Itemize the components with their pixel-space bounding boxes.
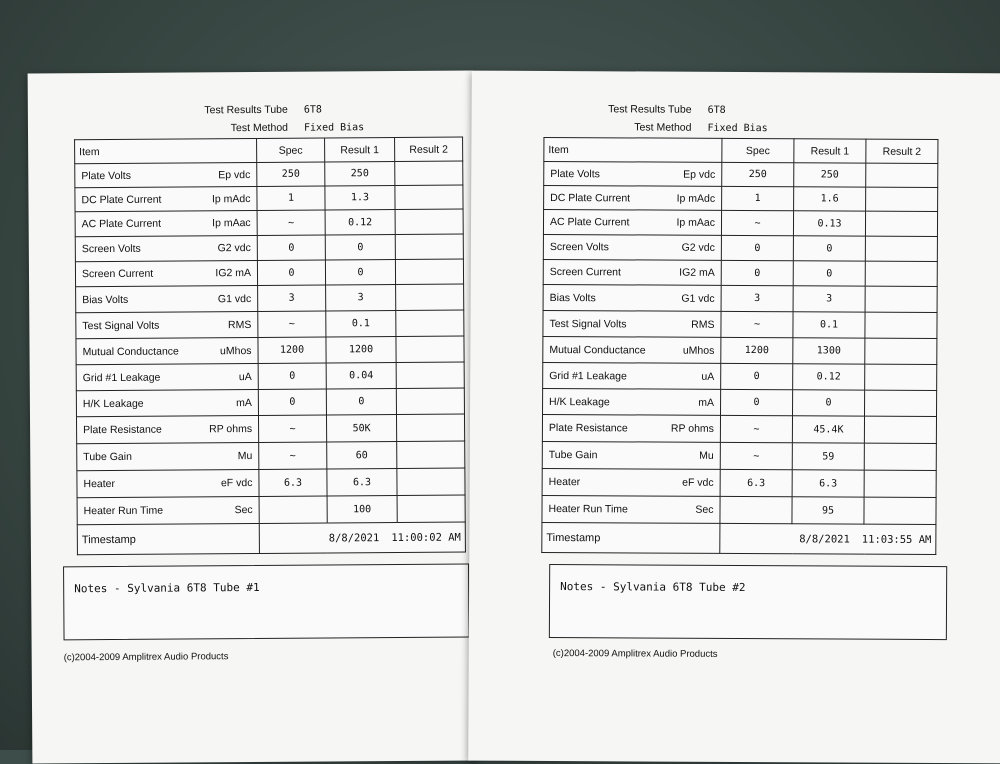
result-2-value [865,236,937,261]
result-1-value: 50K [326,414,396,441]
item-name: Heater [548,475,581,489]
item-unit: Mu [237,450,253,463]
item-cell [544,161,722,186]
item-cell [76,389,258,416]
result-2-value [396,336,464,362]
item-unit: eF vdc [220,477,253,490]
result-2-value [865,390,937,416]
item-cell [543,336,721,363]
result-1-value: 250 [794,163,866,187]
item-cell [77,496,259,524]
item-name: DC Plate Current [550,191,631,204]
header-tube-value: 6T8 [707,104,726,116]
item-unit: G2 vdc [681,241,715,254]
table-row [543,388,937,416]
spec-value: 0 [257,235,325,260]
result-1-value: 0 [325,234,395,259]
copyright-text: (c)2004-2009 Amplitrex Audio Products [552,648,718,660]
item-name: Test Signal Volts [82,319,160,332]
item-unit: RP ohms [209,423,253,436]
result-2-value [397,441,465,468]
header-method-row [571,121,767,134]
spec-value: 0 [721,235,793,260]
item-cell [543,209,721,235]
result-1-value: 60 [327,441,397,468]
result-1-value: 0 [793,236,865,261]
item-cell [543,234,721,260]
spec-value: 3 [258,285,326,311]
result-1-value: 1.6 [794,187,866,211]
spec-value: ~ [258,415,326,442]
table-row [76,336,464,365]
item-unit: RP ohms [670,422,714,435]
table-row [76,310,464,339]
result-2-value [395,209,463,234]
item-cell [76,415,258,443]
table-row [75,185,463,212]
result-1-value: 0 [325,259,395,284]
item-name: Heater Run Time [548,502,628,516]
spec-value: 1200 [258,337,326,363]
result-1-value: 0.13 [793,211,865,236]
item-name: Screen Volts [549,240,609,254]
item-cell [77,442,259,470]
result-2-value [866,163,938,187]
item-name: Grid #1 Leakage [549,369,627,382]
table-header-row [544,137,938,163]
result-2-value [395,161,463,185]
item-name: Tube Gain [83,450,132,464]
test-sheet-1 [28,70,478,763]
result-2-value [397,495,465,522]
item-unit: Ip mAdc [211,192,251,205]
test-sheet-2 [468,71,1000,764]
notes-box [63,563,470,640]
item-name: Mutual Conductance [82,345,179,358]
item-name: Test Signal Volts [549,317,627,330]
result-1-value: 59 [792,443,864,470]
table-row [542,441,936,470]
item-name: Screen Current [81,267,154,281]
item-cell [542,414,720,442]
item-cell [77,469,259,497]
header-tube-row [572,103,726,116]
table-row [76,362,464,391]
item-name: Bias Volts [82,293,129,306]
item-name: Heater Run Time [83,504,164,518]
table-row [543,310,937,338]
item-unit: IG2 mA [215,267,252,280]
table-row [76,388,464,417]
spec-value: ~ [721,311,793,337]
result-1-value: 45.4K [792,416,864,443]
result-1-value: 0.1 [793,312,865,338]
timestamp-date: 8/8/2021 [799,532,850,546]
table-row [543,336,937,364]
result-1-value: 0 [793,390,865,416]
header-method-label: Test Method [230,121,289,135]
header-method-label: Test Method [634,121,692,134]
result-2-value [395,259,463,284]
item-name: Screen Volts [81,242,141,256]
spec-value: 0 [721,260,793,285]
item-cell [543,310,721,337]
timestamp-time: 11:00:02 AM [391,531,461,544]
table-row [543,209,937,236]
result-1-value: 0.12 [793,364,865,390]
item-cell [543,284,721,311]
item-name: Plate Volts [81,169,131,182]
spec-value: 6.3 [259,469,327,496]
spec-value: 0 [258,389,326,415]
table-row [543,362,937,390]
item-cell [75,260,257,286]
result-1-value: 3 [326,284,396,310]
result-2-value [864,497,936,524]
item-name: Bias Volts [549,291,596,304]
timestamp-row [77,522,465,555]
item-name: Tube Gain [548,448,598,462]
item-unit: uMhos [682,344,715,357]
item-unit: uA [701,370,715,383]
item-unit: IG2 mA [679,266,715,279]
item-cell [543,362,721,389]
item-unit: G1 vdc [681,292,715,305]
item-unit: Mu [699,449,714,462]
header-method-row [168,121,364,134]
item-name: Plate Volts [550,167,600,180]
spec-value: 0 [258,363,326,389]
notes-text: Notes - Sylvania 6T8 Tube #2 [560,580,746,595]
item-unit: RMS [227,318,252,331]
item-cell [76,337,258,364]
notes-box [549,564,947,640]
table-row [75,234,463,262]
col-header-result-1: Result 1 [794,139,866,163]
table-row [543,259,937,286]
result-2-value [396,388,464,414]
item-unit: uA [238,370,252,383]
table-row [544,161,938,187]
timestamp-date: 8/8/2021 [328,531,380,544]
result-2-value [396,414,464,441]
col-header-item: Item [544,137,722,162]
header-tube-label: Test Results Tube [608,103,692,116]
item-cell [76,285,258,312]
table-row [77,495,465,525]
col-header-spec: Spec [257,138,325,162]
item-name: AC Plate Current [81,217,162,231]
table-row [542,495,936,524]
item-unit: Sec [695,503,714,516]
result-1-value: 100 [327,495,397,522]
item-unit: Ep vdc [218,168,251,181]
result-2-value [397,468,465,495]
item-unit: uMhos [219,344,252,357]
header-tube-label: Test Results Tube [204,103,288,117]
item-unit: Ip mAdc [676,192,716,205]
item-name: Plate Resistance [83,423,162,437]
col-header-result-2: Result 2 [395,137,463,161]
table-row [543,284,937,312]
result-1-value: 6.3 [327,468,397,495]
result-1-value: 0.1 [326,310,396,336]
result-1-value: 0 [793,261,865,286]
item-cell [75,162,257,187]
item-cell [542,441,720,469]
spec-value: 0 [721,363,793,389]
spec-value: 0 [257,260,325,285]
results-table [541,137,938,555]
result-1-value: 95 [792,497,864,524]
col-header-result-2: Result 2 [866,139,938,163]
result-2-value [864,416,936,443]
item-cell [543,388,721,415]
item-unit: Ep vdc [683,168,716,181]
result-2-value [865,261,937,286]
item-unit: G2 vdc [217,242,251,255]
result-1-value: 1200 [326,336,396,362]
result-2-value [395,234,463,259]
item-unit: mA [236,396,252,409]
result-1-value: 0.04 [326,362,396,388]
item-cell [76,363,258,390]
item-cell [75,186,257,211]
result-2-value [396,284,464,310]
result-1-value: 1300 [793,338,865,364]
spec-value: 1200 [721,337,793,363]
table-row [542,468,936,497]
result-1-value: 0.12 [325,209,395,234]
timestamp-label: Timestamp [542,522,720,553]
table-row [543,234,937,261]
item-cell [542,468,720,496]
item-name: Plate Resistance [548,421,628,435]
header-method-value: Fixed Bias [707,122,768,135]
item-name: H/K Leakage [549,395,610,408]
table-header-row [75,137,463,164]
item-name: DC Plate Current [81,193,162,206]
spec-value: 0 [721,389,793,415]
item-cell [542,495,720,523]
result-1-value: 0 [326,388,396,414]
result-1-value: 1.3 [325,186,395,210]
result-2-value [395,185,463,209]
spec-value: ~ [259,442,327,469]
result-1-value: 3 [793,286,865,312]
item-cell [543,259,721,285]
table-row [77,468,465,498]
item-cell [76,311,258,338]
spec-value: 6.3 [720,469,792,496]
spec-value: ~ [720,415,792,442]
item-name: Heater [83,477,116,491]
item-unit: mA [698,396,715,409]
notes-text: Notes - Sylvania 6T8 Tube #1 [74,580,260,596]
item-name: AC Plate Current [549,215,630,229]
timestamp-value [720,523,936,554]
spec-value: 250 [257,162,325,186]
result-2-value [865,312,937,338]
item-unit: Sec [234,504,253,517]
spec-value: 250 [722,162,794,186]
timestamp-value [259,522,465,553]
table-row [75,161,463,188]
result-2-value [396,362,464,388]
item-cell [75,235,257,261]
item-unit: Ip mAac [212,217,251,230]
table-row [76,414,464,444]
item-cell [544,185,722,210]
spec-value: ~ [721,210,793,235]
item-unit: Ip mAac [676,216,716,229]
item-unit: G1 vdc [217,292,252,305]
result-2-value [865,286,937,312]
col-header-item: Item [75,138,257,163]
result-2-value [396,310,464,336]
result-1-value: 6.3 [792,470,864,497]
timestamp-row [542,522,936,554]
copyright-text: (c)2004-2009 Amplitrex Audio Products [63,651,229,664]
spec-value [259,496,327,523]
table-row [75,259,463,287]
item-cell [75,210,257,236]
spec-value: ~ [258,311,326,337]
item-name: H/K Leakage [82,397,144,410]
result-2-value [865,211,937,236]
header-tube-row [168,104,322,117]
item-unit: eF vdc [682,476,714,489]
item-name: Screen Current [549,265,621,279]
table-row [76,284,464,313]
spec-value: 3 [721,285,793,311]
table-row [77,441,465,471]
table-row [75,209,463,237]
header-method-value: Fixed Bias [303,122,365,134]
header-tube-value: 6T8 [303,104,322,116]
result-2-value [866,187,938,211]
result-2-value [865,338,937,364]
col-header-result-1: Result 1 [325,138,395,162]
table-row [544,185,938,211]
col-header-spec: Spec [722,138,794,162]
spec-value: 1 [257,186,325,210]
timestamp-label: Timestamp [77,523,259,554]
item-name: Mutual Conductance [549,343,646,356]
item-name: Grid #1 Leakage [82,371,161,384]
result-2-value [864,443,936,470]
result-1-value: 250 [325,162,395,186]
result-2-value [864,470,936,497]
item-unit: RMS [691,318,715,331]
spec-value: 1 [722,186,794,210]
result-2-value [865,364,937,390]
spec-value: ~ [257,210,325,235]
results-table [74,137,466,556]
spec-value: ~ [720,442,792,469]
timestamp-time: 11:03:55 AM [861,533,932,546]
table-row [542,414,936,443]
spec-value [720,496,792,523]
